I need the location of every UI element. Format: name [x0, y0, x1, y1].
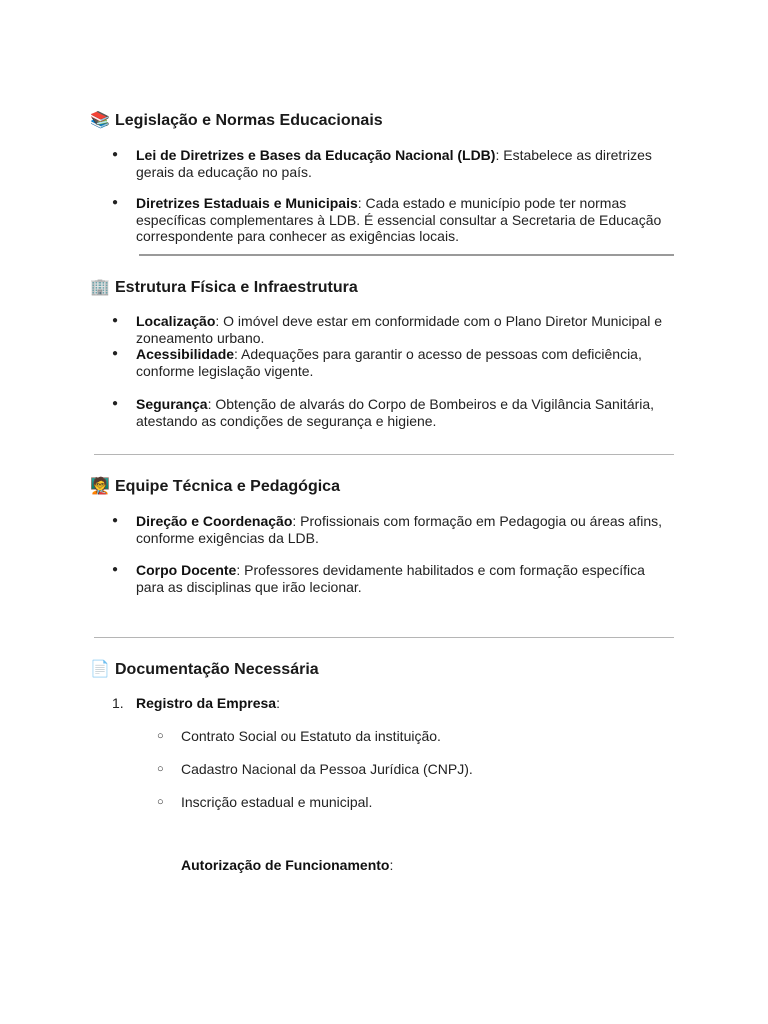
list-item — [136, 396, 676, 429]
document-icon: 📄 — [90, 661, 110, 678]
bullet-icon: ● — [112, 564, 119, 575]
books-icon: 📚 — [90, 112, 110, 129]
office-building-icon: 🏢 — [90, 279, 110, 296]
section-title: Estrutura Física e Infraestrutura — [115, 279, 358, 296]
item-text: : Estabelece as diretrizes gerais da educação no país. — [136, 147, 652, 180]
item-term: Lei de Diretrizes e Bases da Educação Nacional (LDB) — [136, 147, 496, 163]
item-term: Corpo Docente — [136, 562, 237, 578]
circle-bullet-icon: ○ — [157, 763, 164, 775]
item-term: Diretrizes Estaduais e Municipais — [136, 195, 358, 211]
bullet-icon: ● — [112, 197, 119, 208]
item-text: : Professores devidamente habilitados e com formação específica para as disciplinas que irão lecionar. — [136, 562, 645, 595]
item-term: Autorização de Funcionamento — [181, 857, 390, 873]
item-text: : Adequações para garantir o acesso de pessoas com deficiência, conforme legislação vigente. — [136, 346, 642, 379]
section-heading-legislacao — [90, 111, 383, 131]
item-text: : O imóvel deve estar em conformidade com o Plano Diretor Municipal e zoneamento urbano. — [136, 313, 663, 346]
item-term: Localização — [136, 313, 216, 329]
item-term: Registro da Empresa — [136, 695, 277, 711]
section-title: Equipe Técnica e Pedagógica — [115, 478, 340, 495]
sub-list-item: Contrato Social ou Estatuto da instituição. — [181, 728, 441, 744]
item-suffix: : — [276, 695, 280, 711]
trailing-item — [181, 857, 393, 874]
bullet-icon: ● — [112, 348, 119, 359]
item-term: Acessibilidade — [136, 346, 235, 362]
section-title: Documentação Necessária — [115, 661, 319, 678]
list-item — [136, 562, 676, 595]
section-heading-estrutura — [90, 278, 358, 298]
bullet-icon: ● — [112, 149, 119, 160]
bullet-icon: ● — [112, 315, 119, 326]
section-heading-equipe — [90, 477, 340, 497]
divider — [139, 254, 674, 256]
sub-list-item: Inscrição estadual e municipal. — [181, 794, 373, 810]
item-suffix: : — [389, 857, 394, 873]
numbered-item — [136, 695, 676, 712]
circle-bullet-icon: ○ — [157, 730, 164, 742]
divider — [94, 454, 674, 455]
section-heading-documentacao — [90, 660, 319, 680]
item-text: : Obtenção de alvarás do Corpo de Bombeiros e da Vigilância Sanitária, atestando as condições de segurança e higiene. — [136, 396, 655, 429]
list-item — [136, 147, 676, 180]
bullet-icon: ● — [112, 515, 119, 526]
item-text: : Cada estado e município pode ter normas específicas complementares à LDB. É essencial consultar a Secretaria de Educação correspondente para conhecer as exigências locais. — [136, 195, 662, 244]
list-item — [136, 195, 676, 245]
bullet-icon: ● — [112, 398, 119, 409]
item-text: : Profissionais com formação em Pedagogia ou áreas afins, conforme exigências da LDB. — [136, 513, 663, 546]
circle-bullet-icon: ○ — [157, 796, 164, 808]
list-item — [136, 313, 676, 346]
divider — [94, 637, 674, 638]
list-item — [136, 346, 676, 379]
list-number: 1. — [112, 695, 124, 711]
item-term: Segurança — [136, 396, 208, 412]
section-title: Legislação e Normas Educacionais — [115, 112, 383, 129]
teacher-icon: 🧑‍🏫 — [90, 478, 110, 495]
sub-list-item: Cadastro Nacional da Pessoa Jurídica (CNPJ). — [181, 761, 473, 777]
item-term: Direção e Coordenação — [136, 513, 293, 529]
list-item — [136, 513, 676, 546]
